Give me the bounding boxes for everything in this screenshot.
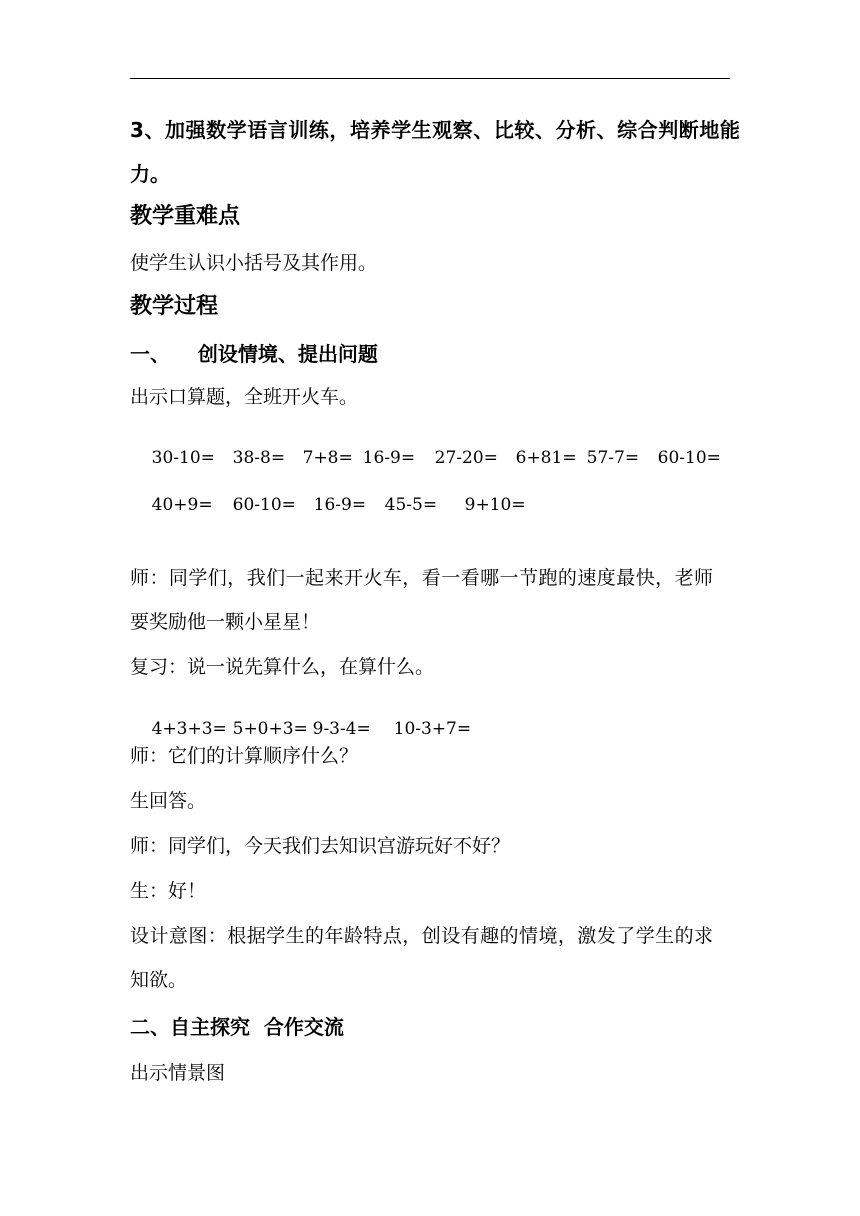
math-item: 40+9= bbox=[151, 495, 213, 515]
math-item: 60-10= bbox=[232, 495, 296, 515]
process-heading: 教学过程 bbox=[130, 294, 219, 319]
design-intent-line-1: 设计意图：根据学生的年龄特点，创设有趣的情境，激发了学生的求 bbox=[130, 925, 714, 947]
key-points-text: 使学生认识小括号及其作用。 bbox=[130, 252, 378, 274]
math-item: 16-9= bbox=[313, 495, 367, 515]
design-intent-line-2: 知欲。 bbox=[130, 969, 188, 991]
teacher-palace-question: 师：同学们，今天我们去知识宫游玩好不好？ bbox=[130, 835, 511, 857]
goal-3-line-1: 3、加强数学语言训练，培养学生观察、比较、分析、综合判断地能 bbox=[130, 118, 741, 142]
teacher-train-line-2: 要奖励他一颗小星星！ bbox=[130, 611, 321, 633]
math-item: 9-3-4= bbox=[312, 719, 371, 739]
show-scene-text: 出示情景图 bbox=[130, 1062, 226, 1084]
math-item: 45-5= bbox=[384, 495, 438, 515]
math-item: 38-8= bbox=[232, 448, 286, 468]
math-item: 7+8= bbox=[302, 448, 353, 468]
math-item: 10-3+7= bbox=[393, 719, 472, 739]
math-item: 6+81= bbox=[515, 448, 577, 468]
key-points-heading: 教学重难点 bbox=[130, 204, 241, 229]
header-rule bbox=[130, 78, 730, 79]
show-mental-math-text: 出示口算题，全班开火车。 bbox=[130, 386, 359, 408]
teacher-order-question: 师：它们的计算顺序什么？ bbox=[130, 745, 359, 767]
student-answer-text: 生回答。 bbox=[130, 790, 207, 812]
section-1-heading: 一、 创设情境、提出问题 bbox=[130, 342, 378, 366]
review-text: 复习：说一说先算什么，在算什么。 bbox=[130, 656, 435, 678]
section-2-heading: 二、自主探究 合作交流 bbox=[130, 1015, 344, 1039]
math-item: 9+10= bbox=[464, 495, 526, 515]
math-item: 57-7= bbox=[586, 448, 640, 468]
student-ok-text: 生：好！ bbox=[130, 880, 207, 902]
mental-math-row-2 bbox=[130, 480, 526, 531]
math-item: 5+0+3= bbox=[232, 719, 308, 739]
math-item: 60-10= bbox=[657, 448, 721, 468]
math-item: 30-10= bbox=[151, 448, 215, 468]
mental-math-row-1 bbox=[130, 433, 721, 484]
teacher-train-line-1: 师：同学们，我们一起来开火车，看一看哪一节跑的速度最快，老师 bbox=[130, 567, 714, 589]
math-item: 16-9= bbox=[362, 448, 416, 468]
math-item: 27-20= bbox=[434, 448, 498, 468]
math-item: 4+3+3= bbox=[151, 719, 227, 739]
goal-3-line-2: 力。 bbox=[130, 162, 170, 186]
